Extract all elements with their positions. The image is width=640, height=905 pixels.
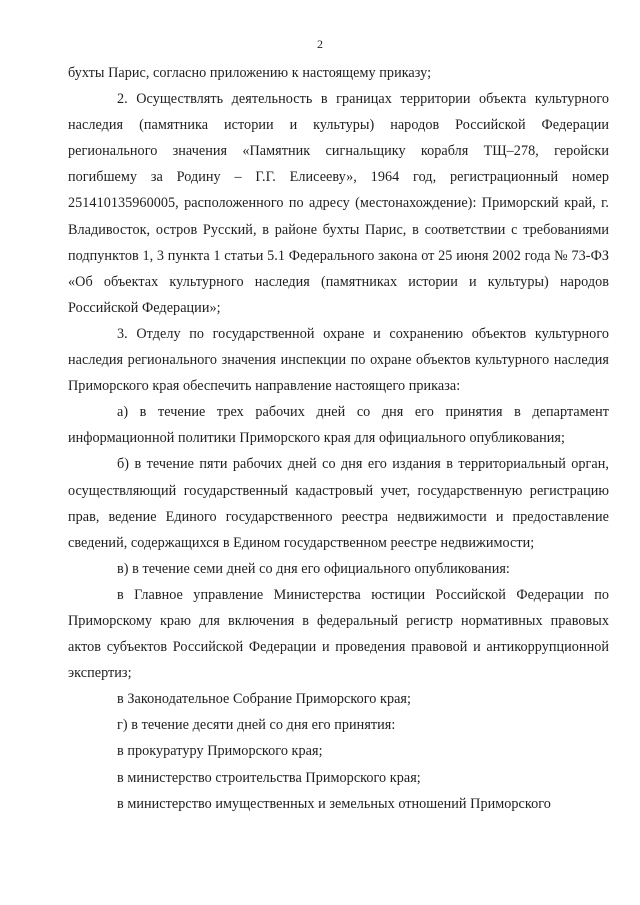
paragraph-property-ministry: в министерство имущественных и земельных отношений Приморского <box>117 795 551 812</box>
paragraph-construction-ministry: в министерство строительства Приморского края; <box>117 769 421 786</box>
paragraph-subitem-v: в) в течение семи дней со дня его официального опубликования: <box>117 560 510 577</box>
paragraph-prosecutor: в прокуратуру Приморского края; <box>117 743 323 760</box>
paragraph-continuation: бухты Парис, согласно приложению к настоящему приказу; <box>68 65 432 81</box>
paragraph-subitem-b: б) в течение пяти рабочих дней со дня его издания в территориальный орган, осуществляющий государственный кадастровый учет, государственную регистрацию прав, ведение Единого государственного реестра недвижимости и предоставление сведений, содержащихся в Едином государственном реестре недвижимости; <box>68 456 609 551</box>
paragraph-item-3: 3. Отделу по государственной охране и сохранению объектов культурного наследия регионального значения инспекции по охране объектов культурного наследия Приморского края обеспечить направление настоящего приказа: <box>68 325 609 395</box>
paragraph-subitem-g: г) в течение десяти дней со дня его принятия: <box>117 717 396 734</box>
paragraph-ministry-justice: в Главное управление Министерства юстиции Российской Федерации по Приморскому краю для включения в федеральный регистр нормативных правовых актов субъектов Российской Федерации и проведения правовой и антикоррупционной экспертиз; <box>68 586 609 682</box>
paragraph-legislative-assembly: в Законодательное Собрание Приморского края; <box>117 691 412 708</box>
paragraph-item-2: 2. Осуществлять деятельность в границах территории объекта культурного наследия (памятника истории и культуры) народов Российской Федерации регионального значения «Памятник сигнальщику корабля ТЩ–278, геройски погибшему за Родину – Г.Г. Елисееву», 1964 год, регистрационный номер 251410135960005, расположенного по адресу (местонахождение): Приморский край, г. Владивосток, остров Русский, в районе бухты Парис, в соответствии с требованиями подпунктов 1, 3 пункта 1 статьи 5.1 Федерального закона от 25 июня 2002 года № 73-ФЗ «Об объектах культурного наследия (памятниках истории и культуры) народов Российской Федерации»; <box>68 91 609 316</box>
paragraph-subitem-a: а) в течение трех рабочих дней со дня его принятия в департамент информационной политики Приморского края для официального опубликования; <box>68 404 609 447</box>
page-number: 2 <box>317 37 323 51</box>
document-body <box>68 60 609 817</box>
